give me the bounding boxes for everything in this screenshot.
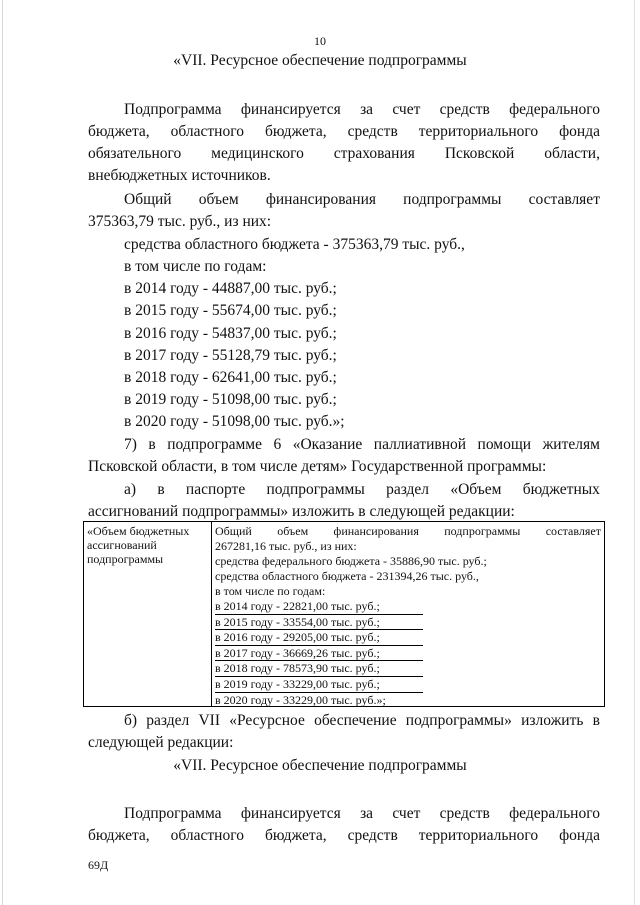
word: областного xyxy=(170,827,244,844)
table-year-row: в 2016 году - 29205,00 тыс. руб.; xyxy=(215,630,423,646)
document-code: 69Д xyxy=(88,858,109,872)
word: бюджета, xyxy=(264,123,327,140)
word: финансирования xyxy=(333,524,419,538)
word: изложить xyxy=(521,712,584,729)
table-year-row: в 2015 году - 33554,00 тыс. руб.; xyxy=(215,615,423,631)
paragraph-line xyxy=(124,435,600,455)
word: в xyxy=(592,712,600,729)
word: бюджетных xyxy=(522,481,600,498)
word: страхования xyxy=(333,145,415,162)
word: за xyxy=(360,101,374,118)
list-item: в 2017 году - 55128,79 тыс. руб.; xyxy=(124,347,337,364)
paragraph-line: ассигнований подпрограммы» изложить в следующей редакции: xyxy=(88,503,515,520)
word: составляет xyxy=(528,191,600,208)
word: подпрограммы xyxy=(444,524,521,538)
paragraph-line: следующей редакции: xyxy=(88,734,234,751)
word: бюджета, xyxy=(264,827,327,844)
word: жителям xyxy=(542,436,600,453)
word: VII xyxy=(198,712,221,729)
word: а) xyxy=(124,481,137,498)
word: территориального xyxy=(418,827,539,844)
paragraph-line xyxy=(124,190,600,210)
paragraph-line: 375363,79 тыс. руб., из них: xyxy=(88,213,272,230)
table-left-line: «Объем бюджетных xyxy=(87,524,190,538)
word: федерального xyxy=(509,805,600,822)
word: «Ресурсное xyxy=(229,712,305,729)
list-item: в 2016 году - 54837,00 тыс. руб.; xyxy=(124,325,337,342)
word: Подпрограмма xyxy=(124,805,222,822)
word: бюджета, xyxy=(88,123,150,140)
list-item: в том числе по годам: xyxy=(124,258,267,275)
table-left-cell xyxy=(87,524,209,566)
word: Общий xyxy=(215,524,252,538)
table-right-line: средства областного бюджета - 231394,26 тыс. руб., xyxy=(215,569,479,583)
paragraph-line xyxy=(88,826,600,846)
section-title: «VII. Ресурсное обеспечение подпрограммы xyxy=(173,52,467,69)
table-right-line: 267281,16 тыс. руб., из них: xyxy=(215,539,357,553)
table-right-cell xyxy=(215,524,601,708)
list-item: средства областного бюджета - 375363,79 тыс. руб., xyxy=(124,236,465,253)
word: средств xyxy=(347,123,398,140)
word: Псковской xyxy=(444,145,515,162)
table-left-line: ассигнований xyxy=(87,538,157,552)
word: паллиативной xyxy=(373,436,467,453)
word: за xyxy=(360,805,374,822)
list-item: в 2015 году - 55674,00 тыс. руб.; xyxy=(124,302,337,319)
word: объем xyxy=(277,524,309,538)
list-item: в 2014 году - 44887,00 тыс. руб.; xyxy=(124,280,337,297)
table-year-row: в 2018 году - 78573,90 тыс. руб.; xyxy=(215,661,423,677)
word: области, xyxy=(544,145,600,162)
paragraph-line xyxy=(124,480,600,500)
paragraph-line xyxy=(124,100,600,120)
paragraph-line: Псковской области, в том числе детям» Государственной программы: xyxy=(88,458,547,475)
word: территориального xyxy=(418,123,539,140)
table-year-row: в 2014 году - 22821,00 тыс. руб.; xyxy=(215,599,423,615)
word: финансируется xyxy=(240,101,341,118)
table-right-line: в том числе по годам: xyxy=(215,584,326,598)
word: финансирования xyxy=(265,191,377,208)
word: подпрограммы» xyxy=(405,712,512,729)
list-item: в 2020 году - 51098,00 тыс. руб.»; xyxy=(124,413,345,430)
word: раздел xyxy=(386,481,430,498)
table-left-line: подпрограммы xyxy=(87,552,164,566)
word: подпрограмме xyxy=(167,436,262,453)
word: счет xyxy=(392,101,421,118)
word: 6 xyxy=(273,436,282,453)
word: помощи xyxy=(477,436,532,453)
word: паспорте xyxy=(185,481,246,498)
paragraph-line: внебюджетных источников. xyxy=(88,167,271,184)
word: бюджета, xyxy=(88,827,150,844)
table-column-divider xyxy=(211,522,212,706)
word: средств xyxy=(439,101,490,118)
paragraph-line xyxy=(88,144,600,164)
word: медицинского xyxy=(211,145,304,162)
section-title: «VII. Ресурсное обеспечение подпрограммы xyxy=(173,757,467,774)
paragraph-line xyxy=(124,804,600,824)
page-number: 10 xyxy=(314,34,326,48)
table-year-row: в 2019 году - 33229,00 тыс. руб.; xyxy=(215,677,423,693)
word: финансируется xyxy=(240,805,341,822)
word: б) xyxy=(124,712,138,729)
word: средств xyxy=(439,805,490,822)
word: в xyxy=(157,481,165,498)
table-year-row: в 2020 году - 33229,00 тыс. руб.»; xyxy=(215,692,386,707)
word: «Объем xyxy=(450,481,502,498)
word: Подпрограмма xyxy=(124,101,222,118)
word: федерального xyxy=(509,101,600,118)
list-item: в 2018 году - 62641,00 тыс. руб.; xyxy=(124,369,337,386)
word: счет xyxy=(392,805,421,822)
list-item: в 2019 году - 51098,00 тыс. руб.; xyxy=(124,391,337,408)
budget-table xyxy=(83,521,605,707)
word: фонда xyxy=(559,827,600,844)
table-year-row: в 2017 году - 36669,26 тыс. руб.; xyxy=(215,646,423,662)
word: средств xyxy=(347,827,398,844)
word: Общий xyxy=(124,191,172,208)
word: фонда xyxy=(559,123,600,140)
word: «Оказание xyxy=(292,436,363,453)
table-right-line: средства федерального бюджета - 35886,90 тыс. руб.; xyxy=(215,554,487,568)
word: в xyxy=(148,436,156,453)
word: областного xyxy=(170,123,244,140)
word: объем xyxy=(198,191,239,208)
word: подпрограммы xyxy=(266,481,365,498)
paragraph-line xyxy=(88,122,600,142)
word: обеспечение xyxy=(314,712,397,729)
word: подпрограммы xyxy=(403,191,502,208)
table-right-line xyxy=(215,524,601,539)
word: раздел xyxy=(146,712,190,729)
word: составляет xyxy=(545,524,601,538)
word: 7) xyxy=(124,436,137,453)
word: обязательного xyxy=(88,145,182,162)
paragraph-line xyxy=(124,711,600,731)
